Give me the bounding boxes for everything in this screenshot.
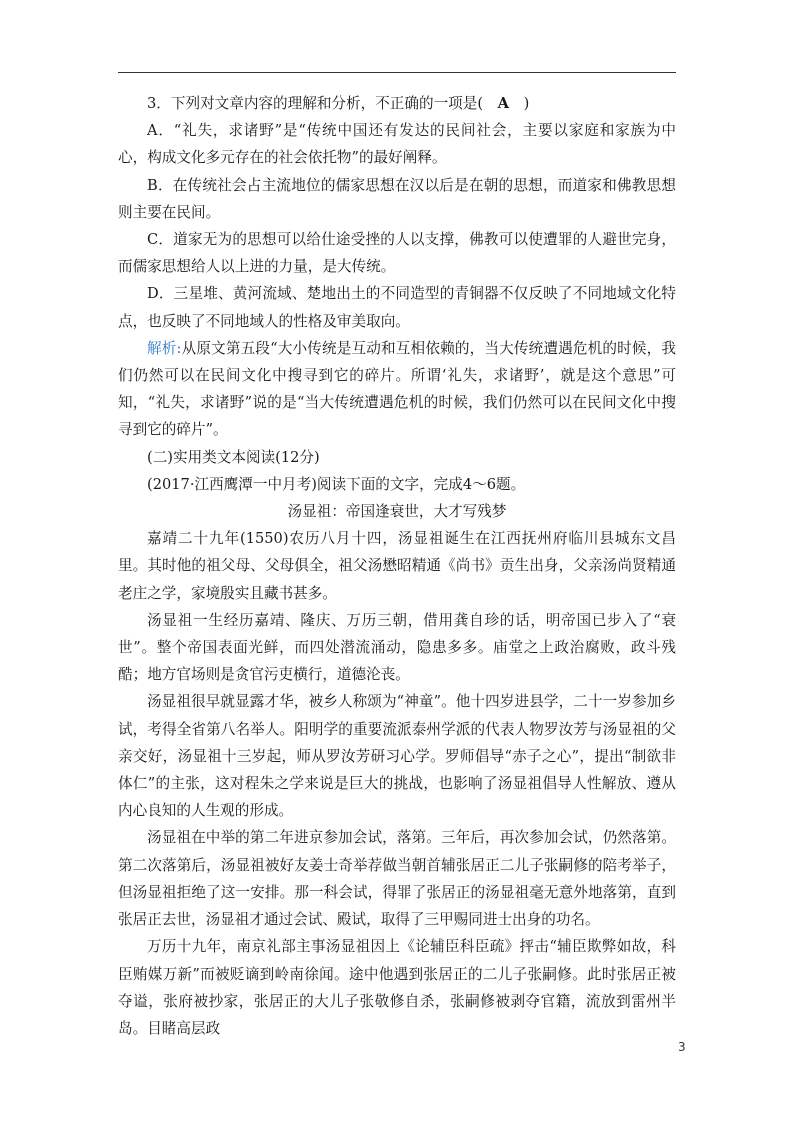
analysis-label: 解析:	[147, 339, 182, 357]
article-paragraph: 嘉靖二十九年(1550)农历八月十四，汤显祖诞生在江西抚州府临川县城东文昌里。其时他的祖父母、父母俱全，祖父汤懋昭精通《尚书》贡生出身，父亲汤尚贤精通老庄之学，家境殷实且藏书甚多。	[118, 530, 676, 602]
article-title: 汤显祖：帝国逢衰世，大才写残梦	[287, 503, 507, 521]
article-paragraph: 汤显祖在中举的第二年进京参加会试，落第。三年后，再次参加会试，仍然落第。第二次落第后，汤显祖被好友姜士奇举荐做当朝首辅张居正二儿子张嗣修的陪考举子，但汤显祖拒绝了这一安排。那一科会试，得罪了张居正的汤显祖毫无意外地落第，直到张居正去世，汤显祖才通过会试、殿试，取得了三甲赐同进士出身的功名。	[118, 829, 676, 929]
answer-letter: A	[497, 95, 509, 112]
option-c: C．道家无为的思想可以给仕途受挫的人以支撑，佛教可以使遭罪的人避世完身，而儒家思想给人以上进的力量，是大传统。	[118, 231, 676, 276]
page-number: 3	[678, 1040, 686, 1054]
option-b: B．在传统社会占主流地位的儒家思想在汉以后是在朝的思想，而道家和佛教思想则主要在民间。	[118, 176, 676, 221]
section-title: (二)实用类文本阅读(12分)	[147, 448, 320, 466]
header-rule	[118, 72, 676, 73]
question-stem-text: 3．下列对文章内容的理解和分析，不正确的一项是(	[147, 95, 498, 112]
analysis-text: 从原文第五段“大小传统是互动和互相依赖的，当大传统遭遇危机的时候，我们仍然可以在民间文化中搜寻到它的碎片。所谓‘礼失，求诸野’，就是这个意思”可知，“礼失，求诸野”说的是“当大传统遭遇危机的时候，我们仍然可以在民间文化中搜寻到它的碎片”。	[118, 339, 676, 439]
analysis	[118, 335, 676, 444]
section-intro: (2017·江西鹰潭一中月考)阅读下面的文字，完成4～6题。	[147, 475, 526, 493]
question-3-stem	[118, 90, 676, 117]
article-paragraph: 万历十九年，南京礼部主事汤显祖因上《论辅臣科臣疏》抨击“辅臣欺弊如故，科臣贿媒万新”而被贬谪到岭南徐闻。途中他遇到张居正的二儿子张嗣修。此时张居正被夺谥，张府被抄家，张居正的大儿子张敬修自杀，张嗣修被剥夺官籍，流放到雷州半岛。目睹高层政	[118, 938, 676, 1037]
question-stem-end: )	[508, 95, 530, 112]
page-content	[118, 90, 676, 1042]
option-a: A．“礼失，求诸野”是“传统中国还有发达的民间社会，主要以家庭和家族为中心，构成文化多元存在的社会依托物”的最好阐释。	[118, 122, 676, 167]
option-d: D．三星堆、黄河流域、楚地出土的不同造型的青铜器不仅反映了不同地域文化特点，也反映了不同地域人的性格及审美取向。	[118, 285, 676, 330]
article-paragraph: 汤显祖一生经历嘉靖、隆庆、万历三朝，借用龚自珍的话，明帝国已步入了“衰世”。整个帝国表面光鲜，而四处潜流涌动，隐患多多。庙堂之上政治腐败，政斗残酷；地方官场则是贪官污吏横行，道德沦丧。	[118, 611, 676, 684]
article-paragraph: 汤显祖很早就显露才华，被乡人称颂为“神童”。他十四岁进县学，二十一岁参加乡试，考得全省第八名举人。阳明学的重要流派泰州学派的代表人物罗汝芳与汤显祖的父亲交好，汤显祖十三岁起，师从罗汝芳研习心学。罗师倡导“赤子之心”，提出“制欲非体仁”的主张，这对程朱之学来说是巨大的挑战，也影响了汤显祖倡导人性解放、遵从内心良知的人生观的形成。	[118, 693, 676, 820]
